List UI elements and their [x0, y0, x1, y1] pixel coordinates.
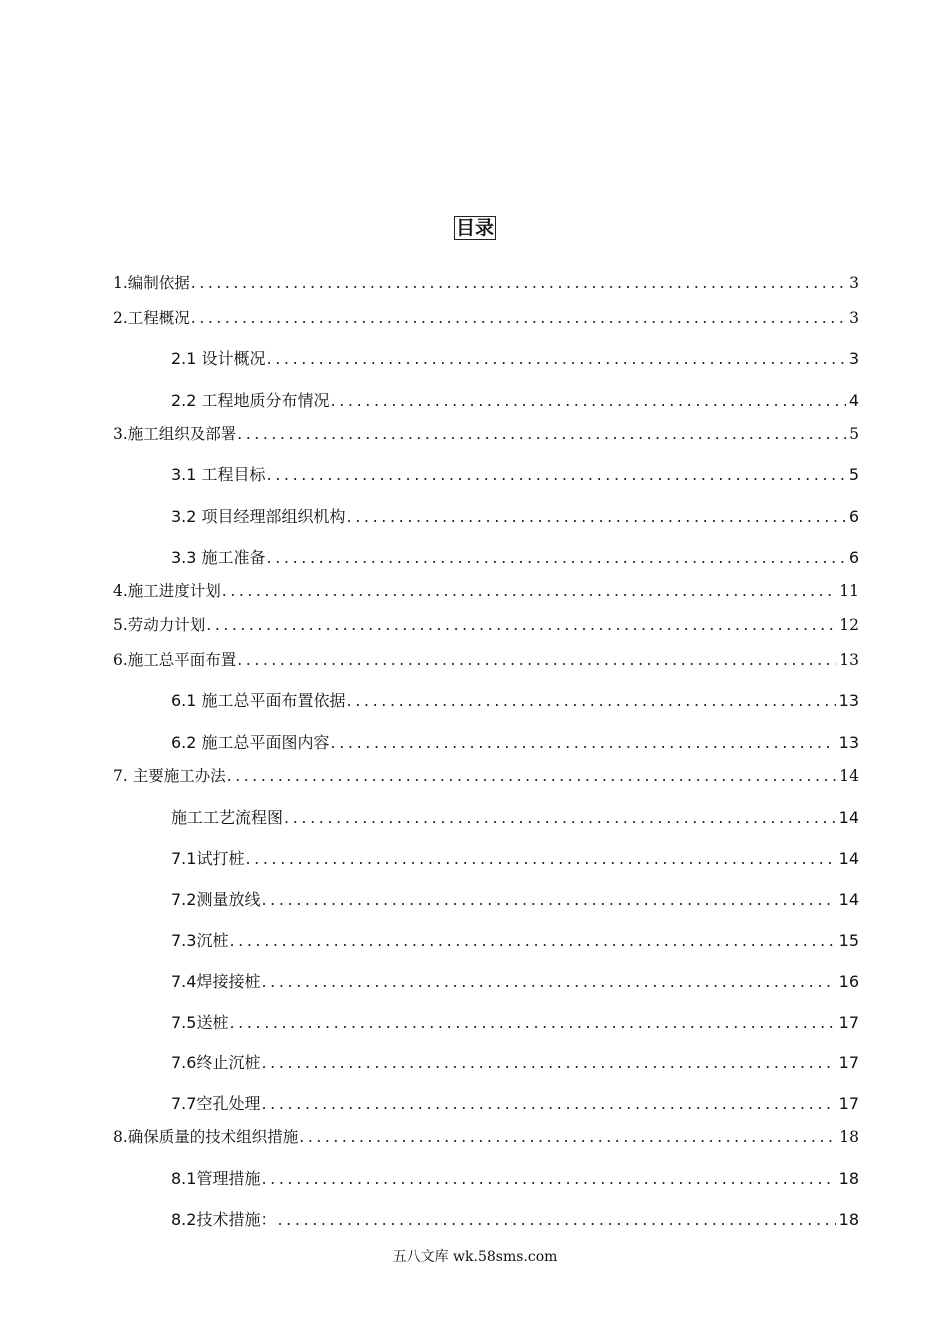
- toc-entry-label: 8.确保质量的技术组织措施: [113, 1128, 299, 1146]
- toc-entry[interactable]: [171, 929, 859, 953]
- toc-entry[interactable]: [171, 1092, 859, 1116]
- toc-entry-page: 3: [849, 309, 859, 327]
- toc-entry[interactable]: [113, 579, 859, 603]
- toc-entry[interactable]: [113, 648, 859, 672]
- dot-leader: [261, 970, 835, 994]
- dot-leader: [261, 1092, 835, 1116]
- toc-entry[interactable]: [171, 389, 859, 413]
- toc-entry-label: 6.1 施工总平面布置依据: [171, 691, 346, 710]
- dot-leader: [237, 422, 846, 446]
- toc-entry-label: 3.施工组织及部署: [113, 425, 237, 443]
- toc-entry-page: 3: [848, 349, 859, 368]
- toc-entry-label: 3.3 施工准备: [171, 548, 266, 567]
- toc-entry-label: 7.6终止沉桩: [171, 1053, 261, 1072]
- toc-entry[interactable]: [171, 1167, 859, 1191]
- toc-entry-label: 2.工程概况: [113, 309, 190, 327]
- dot-leader: [277, 1208, 835, 1232]
- toc-entry-page: 13: [838, 733, 859, 752]
- dot-leader: [237, 648, 836, 672]
- toc-entry-page: 17: [838, 1013, 859, 1032]
- toc-entry[interactable]: [171, 806, 859, 830]
- toc-entry-label: 7.3沉桩: [171, 931, 229, 950]
- dot-leader: [261, 1051, 835, 1075]
- toc-entry-label: 5.劳动力计划: [113, 616, 206, 634]
- toc-entry-page: 14: [839, 767, 859, 785]
- toc-entry[interactable]: [171, 505, 859, 529]
- toc-title: [0, 216, 950, 240]
- toc-entry[interactable]: [171, 1208, 859, 1232]
- toc-entry[interactable]: [113, 764, 859, 788]
- toc-entry-page: 6: [848, 507, 859, 526]
- toc-entry-page: 4: [848, 391, 859, 410]
- toc-entry-label: 7. 主要施工办法: [113, 767, 226, 785]
- toc-entry-label: 3.2 项目经理部组织机构: [171, 507, 346, 526]
- toc-entry-label: 施工工艺流程图: [171, 808, 284, 827]
- dot-leader: [347, 505, 846, 529]
- toc-entry[interactable]: [171, 847, 859, 871]
- dot-leader: [227, 764, 837, 788]
- dot-leader: [261, 1167, 835, 1191]
- toc-entry-page: 5: [848, 465, 859, 484]
- footer-text: 五八文库 wk.58sms.com: [392, 1249, 558, 1265]
- toc-entry-label: 8.2技术措施：: [171, 1210, 277, 1229]
- dot-leader: [331, 389, 846, 413]
- dot-leader: [191, 271, 846, 295]
- toc-entry-page: 15: [838, 931, 859, 950]
- toc-entry-page: 5: [849, 425, 859, 443]
- toc-entry-page: 18: [838, 1210, 859, 1229]
- toc-entry-page: 12: [839, 616, 859, 634]
- dot-leader: [299, 1125, 836, 1149]
- toc-entry-page: 13: [838, 691, 859, 710]
- toc-entry-label: 6.施工总平面布置: [113, 651, 237, 669]
- dot-leader: [245, 847, 835, 871]
- toc-entry[interactable]: [171, 347, 859, 371]
- dot-leader: [229, 1011, 835, 1035]
- toc-entry-label: 2.1 设计概况: [171, 349, 266, 368]
- toc-entry-label: 6.2 施工总平面图内容: [171, 733, 330, 752]
- toc-entry-page: 14: [838, 808, 859, 827]
- toc-entry[interactable]: [171, 888, 859, 912]
- toc-entry-label: 4.施工进度计划: [113, 582, 221, 600]
- toc-entry-page: 6: [848, 548, 859, 567]
- dot-leader: [261, 888, 835, 912]
- toc-entry-label: 3.1 工程目标: [171, 465, 266, 484]
- toc-entry[interactable]: [113, 271, 859, 295]
- toc-entry[interactable]: [171, 1011, 859, 1035]
- toc-entry-label: 7.2测量放线: [171, 890, 261, 909]
- page-footer: [0, 1246, 950, 1266]
- dot-leader: [229, 929, 835, 953]
- dot-leader: [206, 613, 836, 637]
- toc-entry[interactable]: [113, 613, 859, 637]
- toc-entry-page: 16: [838, 972, 859, 991]
- dot-leader: [284, 806, 836, 830]
- toc-entry-label: 1.编制依据: [113, 274, 190, 292]
- toc-entry-label: 7.5送桩: [171, 1013, 229, 1032]
- toc-entry[interactable]: [171, 1051, 859, 1075]
- dot-leader: [222, 579, 836, 603]
- toc-entry[interactable]: [171, 970, 859, 994]
- toc-entry-label: 7.4焊接接桩: [171, 972, 261, 991]
- toc-entry-page: 18: [839, 1128, 859, 1146]
- toc-entry[interactable]: [113, 422, 859, 446]
- toc-entry[interactable]: [171, 731, 859, 755]
- toc-entry-page: 14: [838, 890, 859, 909]
- toc-entry-page: 13: [839, 651, 859, 669]
- toc-entry[interactable]: [113, 306, 859, 330]
- toc-entry-label: 7.1试打桩: [171, 849, 245, 868]
- dot-leader: [267, 463, 846, 487]
- toc-entry-label: 7.7空孔处理: [171, 1094, 261, 1113]
- toc-entry-page: 17: [838, 1053, 859, 1072]
- toc-entry-page: 3: [849, 274, 859, 292]
- toc-entry[interactable]: [171, 546, 859, 570]
- toc-entry-page: 11: [839, 582, 859, 600]
- toc-entry-label: 8.1管理措施: [171, 1169, 261, 1188]
- toc-entry-page: 18: [838, 1169, 859, 1188]
- toc-title-text: 目录: [455, 217, 494, 239]
- toc-entry-page: 14: [838, 849, 859, 868]
- dot-leader: [331, 731, 836, 755]
- dot-leader: [191, 306, 846, 330]
- toc-entry[interactable]: [171, 463, 859, 487]
- dot-leader: [347, 689, 836, 713]
- toc-entry-page: 17: [838, 1094, 859, 1113]
- dot-leader: [267, 546, 846, 570]
- dot-leader: [267, 347, 846, 371]
- toc-entry[interactable]: [171, 689, 859, 713]
- toc-entry-label: 2.2 工程地质分布情况: [171, 391, 330, 410]
- toc-entry[interactable]: [113, 1125, 859, 1149]
